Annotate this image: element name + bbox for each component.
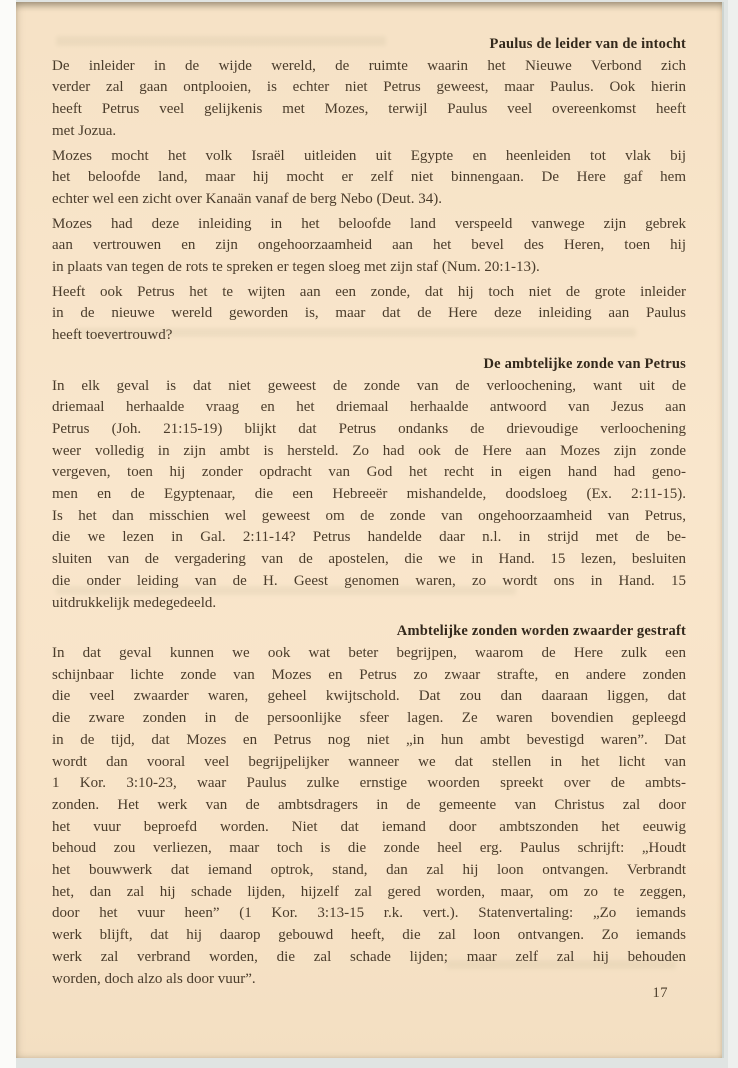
page-number: 17 (652, 985, 668, 1001)
text-line: wordt dan vooral veel begrijpelijker wanneer we dat stellen in het licht van (52, 753, 686, 770)
text-line: in plaats van tegen de rots te spreken er tegen sloeg met zijn staf (Num. 20:1-13). (52, 259, 540, 276)
text-line: sluiten van de vergadering van de apostelen, die we in Hand. 15 lezen, besluiten (52, 551, 686, 568)
text-line: heeft toevertrouwd? (52, 327, 173, 344)
text-line: die zware zonden in de persoonlijke sfeer lagen. Ze waren bovendien gepleegd (52, 710, 686, 727)
text-line: die veel zwaarder waren, geheel kwijtschold. Dat zou dan daaraan liggen, dat (52, 688, 686, 705)
text-line: Heeft ook Petrus het te wijten aan een zonde, dat hij toch niet de grote inleider (52, 283, 686, 300)
text-line: met Jozua. (52, 122, 117, 139)
text-line: echter wel een zicht over Kanaän vanaf de berg Nebo (Deut. 34). (52, 190, 442, 207)
text-line: het bouwwerk dat iemand optrok, stand, dan zal hij loon ontvangen. Verbrandt (52, 862, 686, 879)
text-line: Mozes mocht het volk Israël uitleiden uit Egypte en heenleiden tot vlak bij (52, 147, 686, 164)
text-line: in de tijd, dat Mozes en Petrus nog niet „in hun ambt bevestigd waren”. Dat (52, 731, 686, 748)
text-line: weer volledig in zijn ambt is hersteld. Zo had ook de Here aan Mozes zijn zonde (52, 442, 686, 459)
text-line: In dat geval kunnen we ook wat beter begrijpen, waarom de Here zulk een (52, 644, 686, 661)
text-line: heeft Petrus veel gelijkenis met Mozes, terwijl Paulus veel overeenkomst heeft (52, 101, 686, 118)
text-line: aan vertrouwen en zijn ongehoorzaamheid aan het bevel des Heren, toen hij (52, 237, 686, 254)
text-line: Is het dan misschien wel geweest om de zonde van ongehoorzaamheid van Petrus, (52, 507, 686, 524)
text-line: worden, doch alzo als door vuur”. (52, 970, 256, 987)
text-line: Mozes had deze inleiding in het beloofde land verspeeld vanwege zijn gebrek (52, 215, 686, 232)
scanner-edge-left (0, 0, 16, 1068)
paragraph (52, 282, 686, 347)
text-line: het vuur beproefd worden. Niet dat iemand door ambtszonden het eeuwig (52, 818, 686, 835)
text-line: die we lezen in Gal. 2:11-14? Petrus handelde daar n.l. in strijd met de be- (52, 529, 686, 546)
text-line: zonden. Het werk van de ambtsdragers in de gemeente van Christus zal door (52, 796, 686, 813)
scanner-edge-right (728, 0, 738, 1068)
text-line: werk zal verbrand worden, die zal schade lijden; maar zelf zal hij behouden (52, 948, 686, 965)
text-line: die onder leiding van de H. Geest genomen waren, zo wordt ons in Hand. 15 (52, 572, 686, 589)
text-line: werk blijft, dat hij daarop gebouwd heeft, die zal loon ontvangen. Zo iemands (52, 927, 686, 944)
paragraph (52, 56, 686, 143)
paragraph (52, 643, 686, 990)
text-line: In elk geval is dat niet geweest de zonde van de verloochening, want uit de (52, 377, 686, 394)
text-line: vergeven, toen hij zonder opdracht van God het recht in eigen hand had geno- (52, 464, 686, 481)
paragraph (52, 376, 686, 615)
text-line: uitdrukkelijk medegedeeld. (52, 594, 217, 611)
section-heading: Ambtelijke zonden worden zwaarder gestraft (396, 623, 686, 640)
text-line: driemaal herhaalde vraag en het driemaal herhaalde antwoord van Jezus aan (52, 399, 686, 416)
text-line: behoud zou verliezen, maar toch is die zonde heel erg. Paulus schrijft: „Houdt (52, 840, 686, 857)
section-heading: De ambtelijke zonde van Petrus (483, 355, 686, 372)
paragraph (52, 214, 686, 279)
text-line: het beloofde land, maar hij mocht er zelf niet binnengaan. De Here gaf hem (52, 169, 686, 186)
text-line: verder zal gaan ontplooien, is echter niet Petrus geweest, maar Paulus. Ook hierin (52, 79, 686, 96)
text-line: De inleider in de wijde wereld, de ruimte waarin het Nieuwe Verbond zich (52, 57, 686, 74)
text-line: Petrus (Joh. 21:15-19) blijkt dat Petrus ondanks de drievoudige verloochening (52, 420, 686, 437)
text-line: het, dan zal hij schade lijden, hijzelf zal gered worden, maar, om zo te zeggen, (52, 883, 686, 900)
section-heading: Paulus de leider van de intocht (489, 36, 686, 52)
text-line: schijnbaar lichte zonde van Mozes en Petrus zo zwaar strafte, en andere zonden (52, 666, 686, 683)
text-line: in de nieuwe wereld geworden is, maar dat de Here deze inleiding aan Paulus (52, 305, 686, 322)
text-line: men en de Egyptenaar, die een Hebreeër mishandelde, doodsloeg (Ex. 2:11-15). (52, 486, 686, 503)
paragraph (52, 146, 686, 211)
page-text-block (52, 34, 686, 990)
text-line: door het vuur heen” (1 Kor. 3:13-15 r.k. vert.). Statenvertaling: „Zo iemands (52, 905, 686, 922)
book-page (16, 2, 722, 1058)
text-line: 1 Kor. 3:10-23, waar Paulus zulke ernstige woorden spreekt over de ambts- (52, 775, 686, 792)
